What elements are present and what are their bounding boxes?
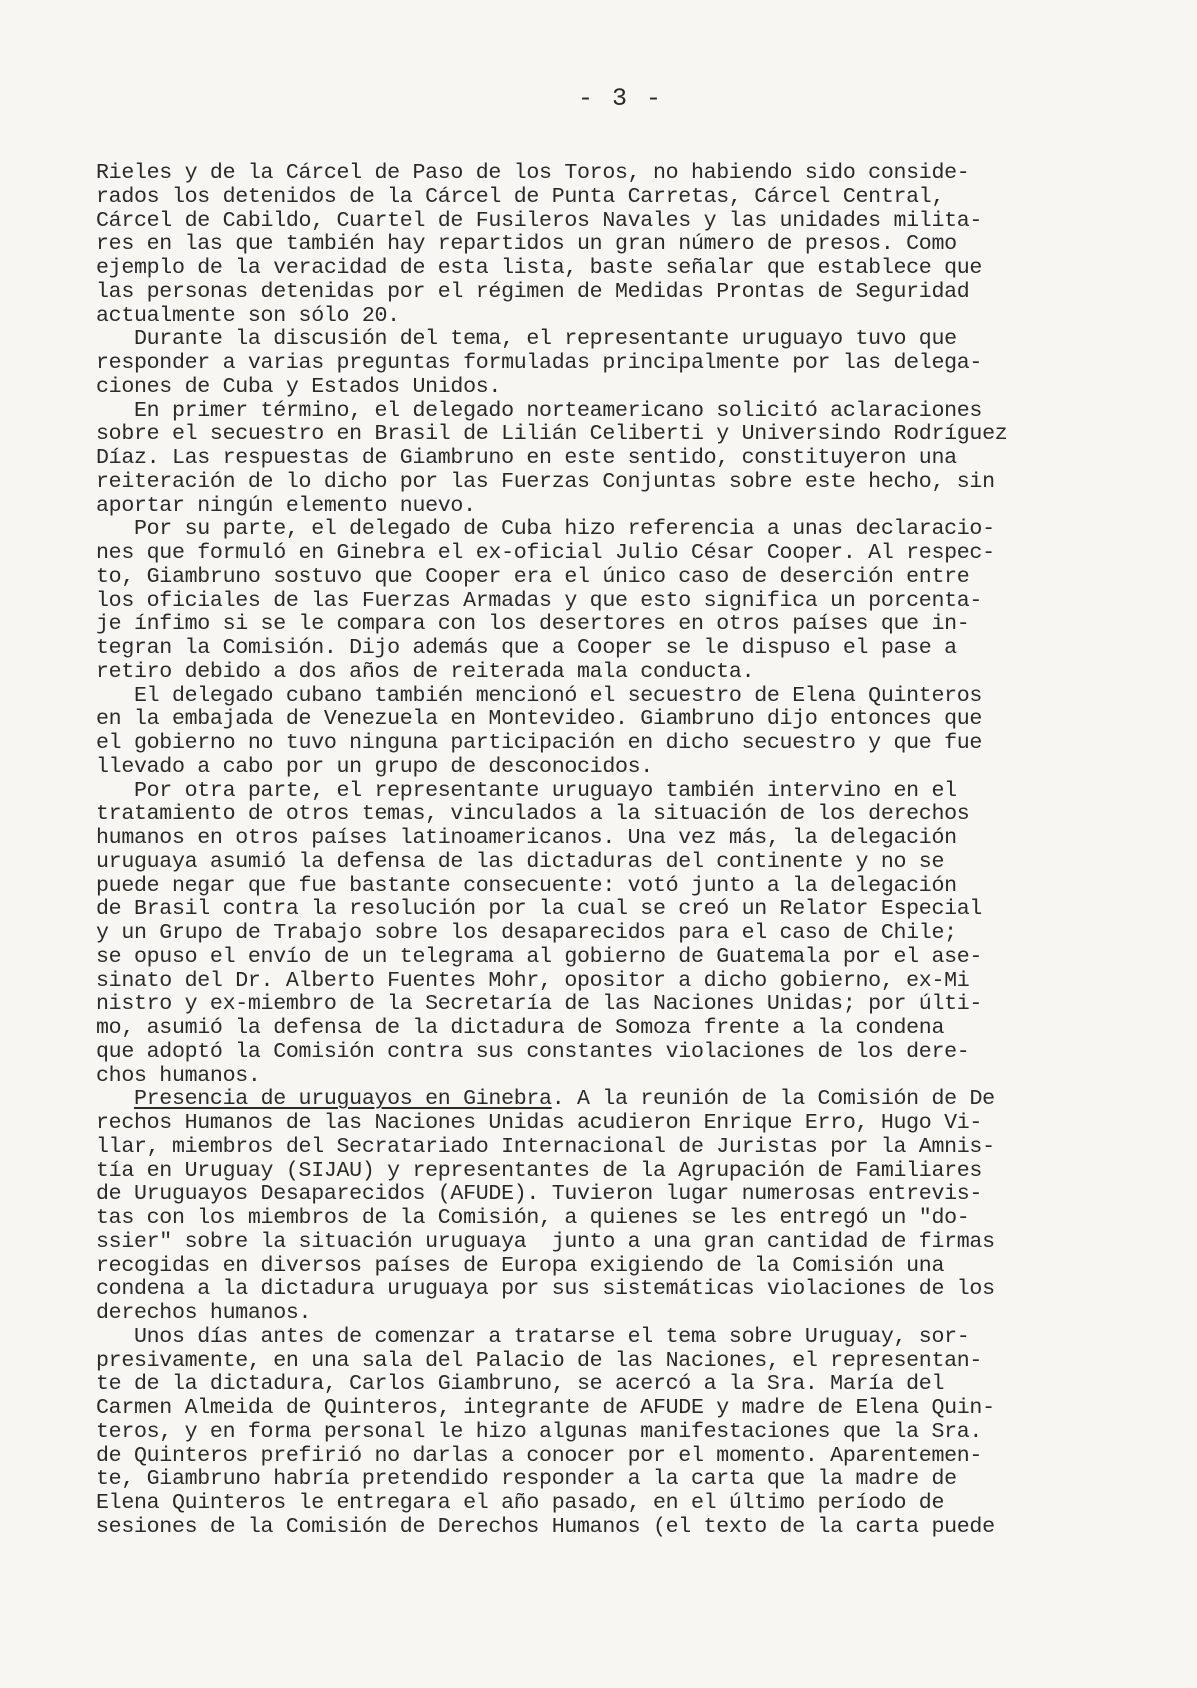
text-line: tratamiento de otros temas, vinculados a la situación de los derechos (96, 802, 970, 827)
text-line: Rieles y de la Cárcel de Paso de los Toros, no habiendo sido conside- (96, 161, 970, 185)
text-line: puede negar que fue bastante consecuente: votó junto a la delegación (96, 873, 957, 898)
text-line: Díaz. Las respuestas de Giambruno en este sentido, constituyeron una (96, 446, 957, 470)
text-line: Elena Quinteros le entregara el año pasado, en el último período de (96, 1491, 945, 1515)
text-line: actualmente son sólo 20. (96, 303, 400, 328)
section-line-rest: . A la reunión de la Comisión de De (551, 1087, 995, 1112)
text-line: je ínfimo si se le compara con los desertores en otros países que in- (96, 612, 970, 637)
text-line: el gobierno no tuvo ninguna participación en dicho secuestro y que fue (96, 731, 983, 755)
text-line: llar, miembros del Secratariado Internacional de Juristas por la Amnis- (96, 1134, 995, 1159)
text-line: El delegado cubano también mencionó el secuestro de Elena Quinteros (96, 683, 983, 708)
text-line: Por su parte, el delegado de Cuba hizo referencia a unas declaracio- (96, 517, 995, 542)
text-line: condena a la dictadura uruguaya por sus sistemáticas violaciones de los (96, 1277, 995, 1302)
text-line: Unos días antes de comenzar a tratarse el tema sobre Uruguay, sor- (96, 1324, 970, 1349)
text-line: en la embajada de Venezuela en Montevideo. Giambruno dijo entonces que (96, 707, 983, 732)
text-line: humanos en otros países latinoamericanos. Una vez más, la delegación (96, 826, 957, 850)
text-line: recogidas en diversos países de Europa exigiendo de la Comisión una (96, 1253, 945, 1278)
text-line: los oficiales de las Fuerzas Armadas y que esto significa un porcenta- (96, 588, 983, 613)
text-line: las personas detenidas por el régimen de Medidas Prontas de Seguridad (96, 279, 970, 304)
text-line: de Brasil contra la resolución por la cual se creó un Relator Especial (96, 897, 983, 922)
text-line: ssier" sobre la situación uruguaya junto a una gran cantidad de firmas (96, 1229, 995, 1254)
text-line: retiro debido a dos años de reiterada mala conducta. (96, 659, 755, 684)
text-line: responder a varias preguntas formuladas principalmente por las delega- (96, 351, 983, 375)
page-number: - 3 - (577, 84, 663, 113)
body-text (96, 162, 1126, 1540)
text-line: aportar ningún elemento nuevo. (96, 493, 476, 518)
section-line (96, 1088, 1126, 1112)
section-indent (96, 1087, 134, 1111)
text-line: tegran la Comisión. Dijo además que a Cooper se le dispuso el pase a (96, 636, 957, 660)
text-line: de Quinteros prefirió no darlas a conocer por el momento. Aparentemen- (96, 1443, 983, 1468)
text-line: te, Giambruno habría pretendido responder a la carta que la madre de (96, 1467, 957, 1492)
text-line: y un Grupo de Trabajo sobre los desaparecidos para el caso de Chile; (96, 921, 957, 945)
text-line: de Uruguayos Desaparecidos (AFUDE). Tuvieron lugar numerosas entrevis- (96, 1182, 983, 1207)
text-line: presivamente, en una sala del Palacio de las Naciones, el representan- (96, 1348, 983, 1373)
text-line: llevado a cabo por un grupo de desconocidos. (96, 754, 653, 779)
text-line: tía en Uruguay (SIJAU) y representantes de la Agrupación de Familiares (96, 1158, 983, 1183)
text-line: En primer término, el delegado norteamericano solicitó aclaraciones (96, 398, 983, 423)
text-line: reiteración de lo dicho por las Fuerzas Conjuntas sobre este hecho, sin (96, 469, 995, 494)
text-line: sesiones de la Comisión de Derechos Humanos (el texto de la carta puede (96, 1514, 995, 1539)
text-line: chos humanos. (96, 1063, 261, 1088)
text-line: Cárcel de Cabildo, Cuartel de Fusileros Navales y las unidades milita- (96, 208, 983, 233)
text-line: teros, y en forma personal le hizo algunas manifestaciones que la Sra. (96, 1419, 983, 1444)
text-line: Durante la discusión del tema, el representante uruguayo tuvo que (96, 327, 957, 352)
text-line: derechos humanos. (96, 1301, 312, 1325)
text-line: res en las que también hay repartidos un gran número de presos. Como (96, 232, 957, 257)
text-line: se opuso el envío de un telegrama al gobierno de Guatemala por el ase- (96, 944, 983, 969)
text-line: te de la dictadura, Carlos Giambruno, se acercó a la Sra. María del (96, 1372, 945, 1397)
text-line: nes que formuló en Ginebra el ex-oficial Julio César Cooper. Al respec- (96, 541, 995, 565)
text-line: Por otra parte, el representante uruguayo también intervino en el (96, 778, 957, 803)
text-line: sobre el secuestro en Brasil de Lilián Celiberti y Universindo Rodríguez (96, 422, 1008, 447)
text-line: rechos Humanos de las Naciones Unidas acudieron Enrique Erro, Hugo Vi- (96, 1111, 983, 1135)
text-line: rados los detenidos de la Cárcel de Punta Carretas, Cárcel Central, (96, 184, 945, 209)
text-line: nistro y ex-miembro de la Secretaría de las Naciones Unidas; por últi- (96, 992, 983, 1017)
text-line: ejemplo de la veracidad de esta lista, baste señalar que establece que (96, 256, 983, 280)
text-line: Carmen Almeida de Quinteros, integrante de AFUDE y madre de Elena Quin- (96, 1396, 995, 1420)
text-line: uruguaya asumió la defensa de las dictaduras del continente y no se (96, 849, 945, 874)
section-heading: Presencia de uruguayos en Ginebra (133, 1087, 552, 1112)
text-line: to, Giambruno sostuvo que Cooper era el único caso de deserción entre (96, 564, 970, 589)
text-line: que adoptó la Comisión contra sus constantes violaciones de los dere- (96, 1039, 970, 1064)
text-line: ciones de Cuba y Estados Unidos. (96, 374, 502, 399)
text-line: mo, asumió la defensa de la dictadura de Somoza frente a la condena (96, 1016, 945, 1040)
text-line: sinato del Dr. Alberto Fuentes Mohr, opositor a dicho gobierno, ex-Mi (96, 968, 970, 993)
text-line: tas con los miembros de la Comisión, a quienes se les entregó un "do- (96, 1206, 970, 1230)
